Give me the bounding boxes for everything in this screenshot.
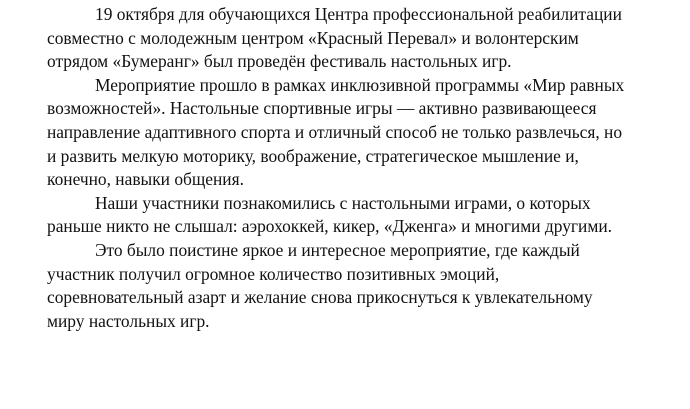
- text-line: направление адаптивного спорта и отличный способ не только развлечься, но: [47, 121, 623, 142]
- text-line: совместно с молодежным центром «Красный Перевал» и волонтерским: [47, 27, 579, 48]
- text-line: Это было поистине яркое и интересное мероприятие, где каждый: [95, 239, 580, 260]
- text-line: участник получил огромное количество позитивных эмоций,: [47, 263, 500, 284]
- text-line: миру настольных игр.: [47, 310, 210, 331]
- text-line: Наши участники познакомились с настольными играми, о которых: [95, 192, 591, 213]
- paragraph-games-list: [47, 192, 690, 239]
- paragraph-program-description: [47, 74, 690, 192]
- text-line: конечно, навыки общения.: [47, 169, 244, 190]
- text-line: соревновательный азарт и желание снова прикоснуться к увлекательному: [47, 287, 593, 308]
- text-line: отрядом «Бумеранг» был проведён фестиваль настольных игр.: [47, 51, 512, 72]
- paragraph-festival-intro: [47, 3, 690, 74]
- paragraph-conclusion: [47, 239, 690, 333]
- text-line: 19 октября для обучающихся Центра профессиональной реабилитации: [95, 4, 622, 24]
- text-line: Мероприятие прошло в рамках инклюзивной программы «Мир равных: [95, 74, 625, 95]
- text-line: и развить мелкую моторику, воображение, стратегическое мышление и,: [47, 145, 579, 166]
- text-line: раньше никто не слышал: аэрохоккей, кикер, «Дженга» и многими другими.: [47, 216, 612, 237]
- text-line: возможностей». Настольные спортивные игры — активно развивающееся: [47, 98, 597, 119]
